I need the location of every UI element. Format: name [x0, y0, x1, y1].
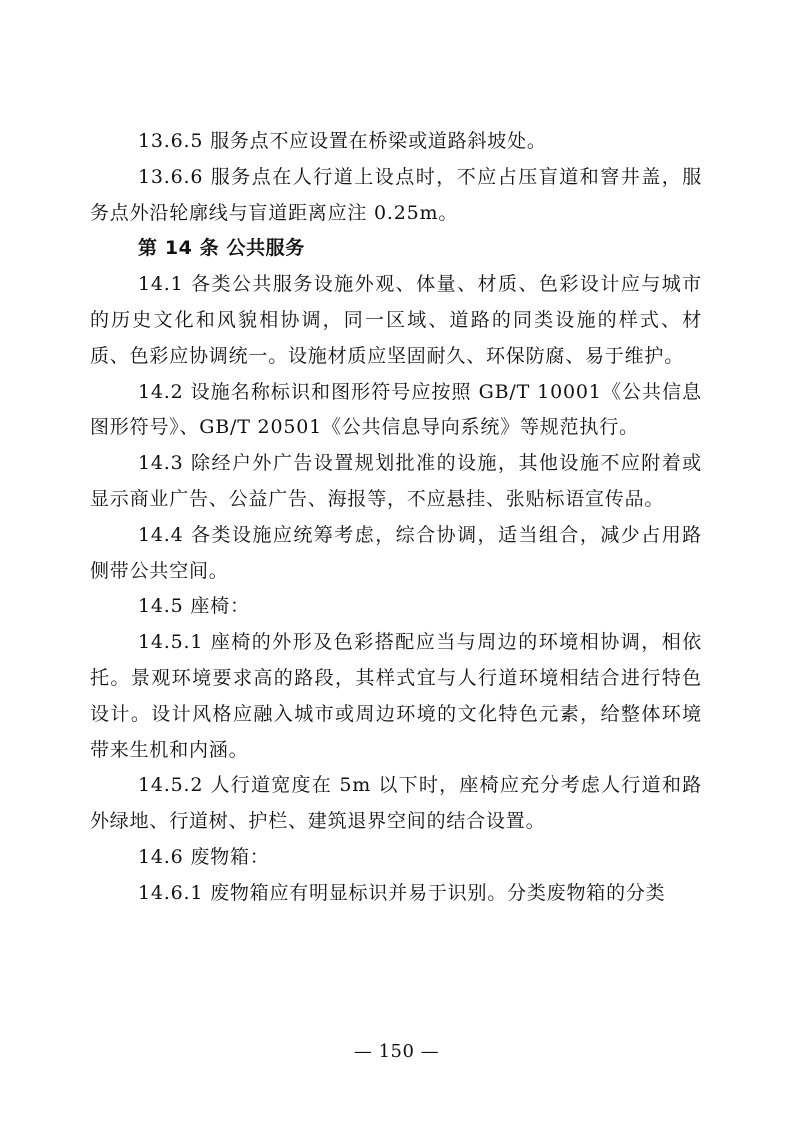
page-number: — 150 —: [353, 1041, 440, 1062]
clause-14-2: 14.2 设施名称标识和图形符号应按照 GB/T 10001《公共信息图形符号》、GB/T 20501《公共信息导向系统》等规范执行。: [90, 380, 702, 439]
clause-14-5-2: 14.5.2 人行道宽度在 5m 以下时，座椅应充分考虑人行道和路外绿地、行道树、护栏、建筑退界空间的结合设置。: [90, 774, 702, 833]
clause-14-1: 14.1 各类公共服务设施外观、体量、材质、色彩设计应与城市的历史文化和风貌相协调，同一区域、道路的同类设施的样式、材质、色彩应协调统一。设施材质应坚固耐久、环保防腐、易于维护。: [90, 273, 702, 367]
clause-14-5-1: 14.5.1 座椅的外形及色彩搭配应当与周边的环境相协调，相依托。景观环境要求高的路段，其样式宜与人行道环境相结合进行特色设计。设计风格应融入城市或周边环境的文化特色元素，给整体环境带来生机和内涵。: [90, 631, 702, 761]
clause-14-5: 14.5 座椅：: [138, 595, 250, 618]
clause-13-6-5: 13.6.5 服务点不应设置在桥梁或道路斜坡处。: [138, 130, 547, 152]
clause-14-3: 14.3 除经户外广告设置规划批准的设施，其他设施不应附着或显示商业广告、公益广告、海报等，不应悬挂、张贴标语宣传品。: [90, 452, 702, 510]
clause-14-4: 14.4 各类设施应统筹考虑，综合协调，适当组合，减少占用路侧带公共空间。: [90, 523, 702, 582]
section-heading: 第 14 条 公共服务: [138, 237, 305, 260]
clause-13-6-6: 13.6.6 服务点在人行道上设点时，不应占压盲道和窨井盖，服务点外沿轮廓线与盲道距离应注 0.25m。: [90, 165, 702, 224]
document-body: [90, 124, 702, 912]
clause-14-6: 14.6 废物箱：: [138, 845, 270, 868]
clause-14-6-1: 14.6.1 废物箱应有明显标识并易于识别。分类废物箱的分类: [138, 881, 666, 904]
